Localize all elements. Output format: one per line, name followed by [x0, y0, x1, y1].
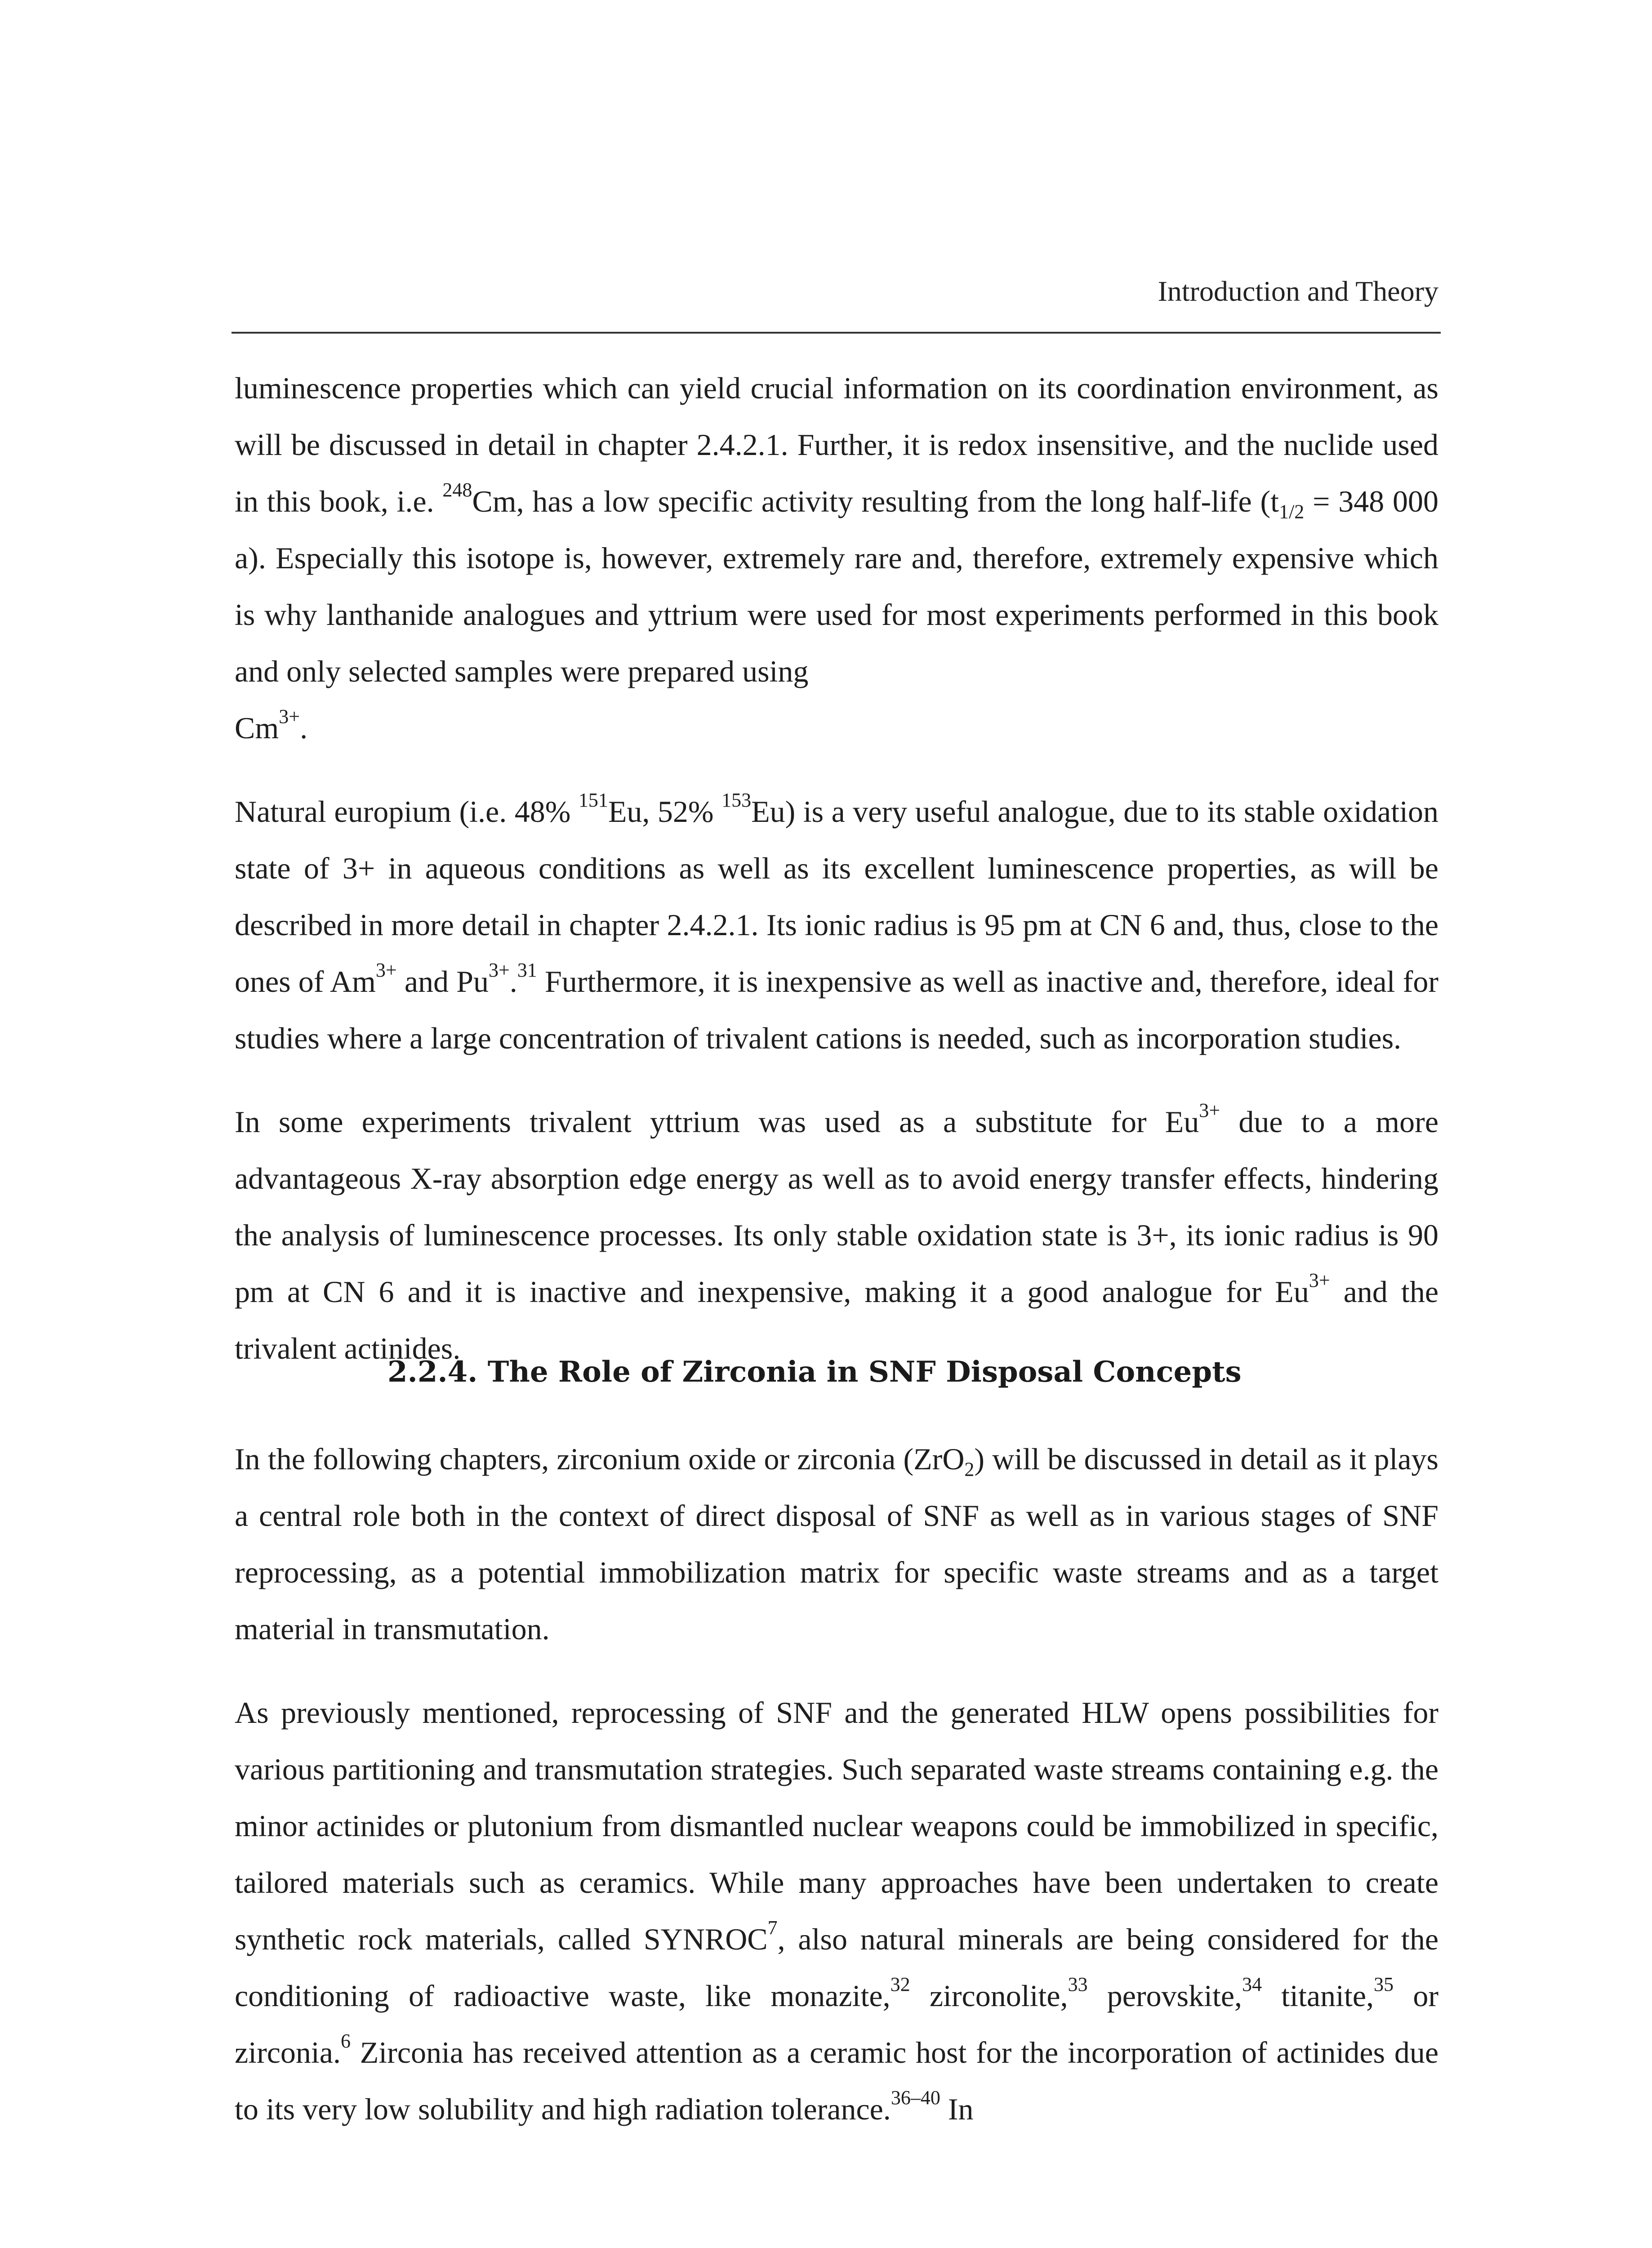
- citation-superscript: 7: [767, 1917, 778, 1939]
- superscript: 3+: [1199, 1099, 1220, 1122]
- text-run: = 348 000 a). Especially this isotope is, however, extremely rare and, therefore, extremely expensive which is why lanthanide analogues and yttrium were used for most experiments performed in this book and only selected samples were prepared using: [235, 484, 1438, 688]
- text-run: luminescence properties which can yield crucial information on its coordination environment, as will be discussed in detail in chapter 2.4.2.1. Further, it is redox insensitive, and the nuclide used in this book, i.e.: [235, 371, 1438, 518]
- text-run: titanite,: [1262, 1979, 1374, 2013]
- citation-superscript: 36–40: [891, 2087, 940, 2109]
- citation-superscript: 32: [890, 1973, 910, 1996]
- text-run: perovskite,: [1087, 1979, 1242, 2013]
- paragraph-reprocessing: [235, 1684, 1438, 2137]
- superscript: 151: [578, 789, 608, 812]
- paragraph-yttrium: [235, 1093, 1438, 1377]
- superscript: 3+: [375, 959, 397, 981]
- paragraph-zirconia: [235, 1431, 1438, 1657]
- text-run: In: [940, 2092, 974, 2126]
- text-run: zirconolite,: [910, 1979, 1068, 2013]
- header-rule: [232, 332, 1441, 334]
- superscript: 3+: [1309, 1269, 1330, 1292]
- subscript: 1/2: [1279, 500, 1305, 523]
- paragraph-curium: [235, 360, 1438, 756]
- text-run: Eu) is a very useful analogue, due to its stable oxidation state of 3+ in aqueous conditions as well as its excellent luminescence properties, as will be described in more detail in chapter 2.4.2.1. Its ionic radius is 95 pm at CN 6 and, thus, close to the ones of Am: [235, 794, 1438, 999]
- text-run: or zirconia.: [235, 1979, 1438, 2070]
- text-run: , also natural minerals are being considered for the conditioning of radioactive waste, like monazite,: [235, 1922, 1439, 2013]
- text-run: .: [300, 711, 308, 745]
- running-header: Introduction and Theory: [1158, 275, 1438, 307]
- text-run: Eu, 52%: [608, 794, 722, 829]
- text-run: .: [509, 964, 517, 999]
- subscript: 2: [964, 1458, 975, 1481]
- citation-superscript: 34: [1242, 1973, 1262, 1996]
- citation-superscript: 6: [340, 2030, 351, 2052]
- citation-superscript: 31: [517, 959, 537, 981]
- citation-superscript: 35: [1374, 1973, 1394, 1996]
- text-run: In the following chapters, zirconium oxide or zirconia (ZrO: [235, 1442, 965, 1476]
- text-run: and Pu: [396, 964, 489, 999]
- body-text: [235, 360, 1438, 2137]
- citation-superscript: 33: [1068, 1973, 1088, 1996]
- text-run: Cm, has a low specific activity resulting from the long half-life (t: [472, 484, 1279, 518]
- text-run: In some experiments trivalent yttrium was used as a substitute for Eu: [235, 1105, 1199, 1139]
- text-run: due to a more advantageous X-ray absorption edge energy as well as to avoid energy transfer effects, hindering the analysis of luminescence processes. Its only stable oxidation state is 3+, its ionic radius is 90 pm at CN 6 and it is inactive and inexpensive, making it a good analogue for Eu: [235, 1105, 1439, 1309]
- text-run: ) will be discussed in detail as it plays a central role both in the context of direct disposal of SNF as well as in various stages of SNF reprocessing, as a potential immobilization matrix for specific waste streams and as a target material in transmutation.: [235, 1442, 1438, 1646]
- superscript: 248: [442, 479, 472, 501]
- text-run: Cm: [235, 711, 279, 745]
- text-run: and the trivalent actinides.: [235, 1275, 1438, 1365]
- paragraph-europium: [235, 783, 1438, 1066]
- superscript: 153: [721, 789, 752, 812]
- superscript: 3+: [488, 959, 510, 981]
- section-heading: 2.2.4. The Role of Zirconia in SNF Disposal Concepts: [387, 1355, 1242, 1389]
- text-run: Natural europium (i.e. 48%: [235, 794, 579, 829]
- text-run: As previously mentioned, reprocessing of SNF and the generated HLW opens possibilities for various partitioning and transmutation strategies. Such separated waste streams containing e.g. the minor actinides or plutonium from dismantled nuclear weapons could be immobilized in specific, tailored materials such as ceramics. While many approaches have been undertaken to create synthetic rock materials, called SYNROC: [235, 1695, 1438, 1956]
- text-run: Furthermore, it is inexpensive as well as inactive and, therefore, ideal for studies where a large concentration of trivalent cations is needed, such as incorporation studies.: [235, 964, 1438, 1055]
- text-run: Zirconia has received attention as a ceramic host for the incorporation of actinides due to its very low solubility and high radiation tolerance.: [235, 2035, 1438, 2126]
- superscript: 3+: [279, 705, 300, 728]
